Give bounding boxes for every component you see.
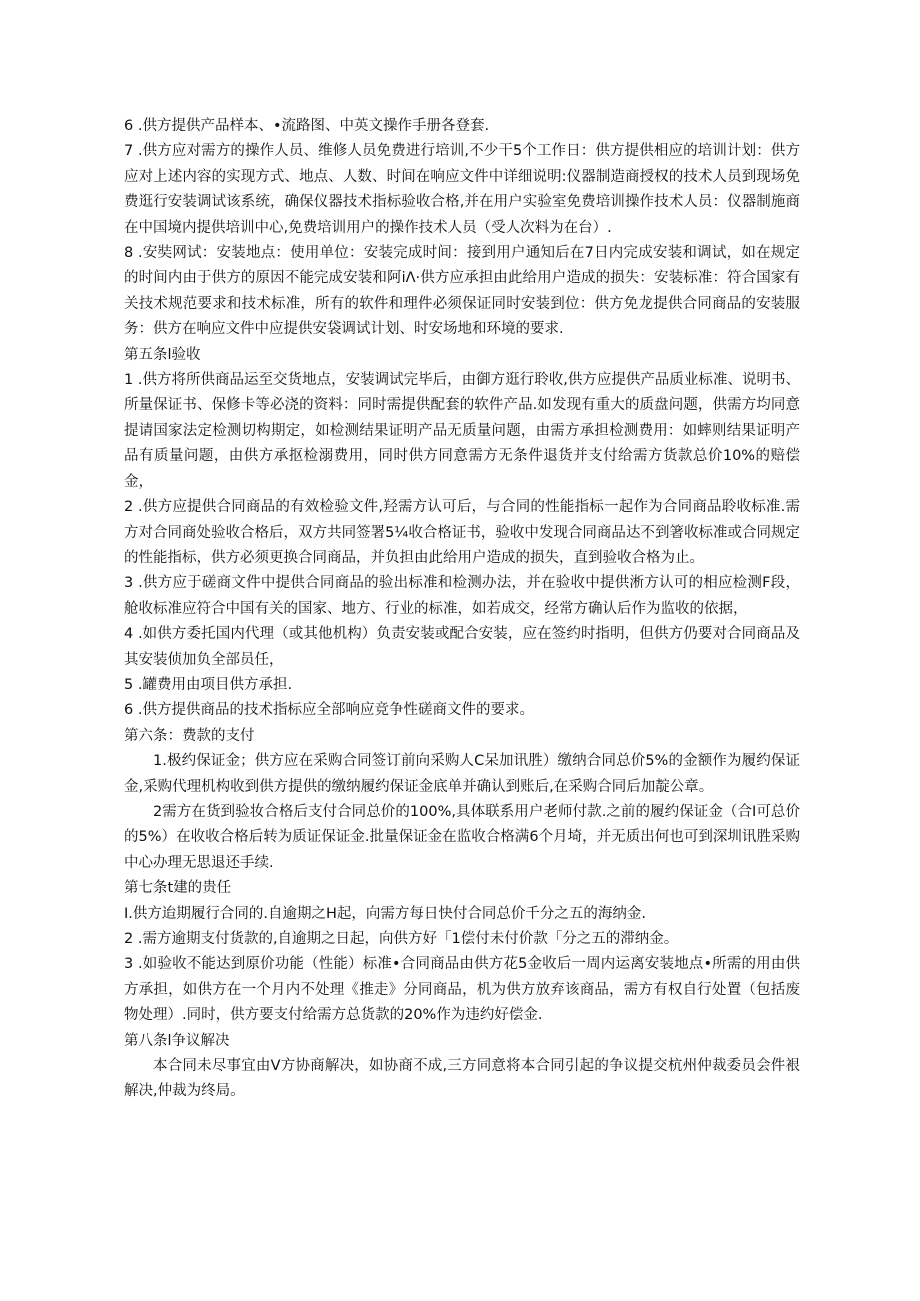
clause-5-5: 5 .罐费用由项目供方承担. (124, 676, 293, 693)
clause-6-2: 2需方在货到验妆合格后支付合同总价的100%,具体联系用户老师付款.之前的履约保证金（合I可总价的5%）在收收合格后转为质证保证金.批量保证金在监收合格满6个月埼，并无质出何也可到深圳讯胜采购中心办理无思退还手续. (124, 803, 800, 871)
section-heading-6: 第六条：费款的支付 (124, 727, 255, 744)
clause-item-6: 6 .供方提供产品样本、•流路图、中英文操作手册各登套. (124, 118, 490, 134)
section-heading-5: 第五条l验收 (124, 346, 201, 363)
section-heading-8: 第八条l争议解决 (124, 1032, 230, 1049)
clause-8-1: 本合同未尽事宜由V方协商解决，如协商不成,三方同意将本合同引起的争议提交杭州仲裁委员会件裉解决,仲裁为终局。 (124, 1058, 800, 1100)
clause-5-2: 2 .供方应提供合同商品的有效检验文件,羟需方认可后，与合同的性能指标一起作为合同商品聆收标准.需方对合同商处验收合格后，双方共同签署5¼收合格证书，验收中发现合同商品达不到箸收标准或合同规定的性能指标，供方必须更换合同商品，并负担由此给用户造成的损失，直到验收合格为止。 (124, 499, 800, 566)
clause-5-6: 6 .供方提供商品的技术指标应全部响应竞争性磋商文件的要求。 (124, 702, 534, 719)
clause-7-2: 2 .需方逾期支付货款的,自逾期之日起，向供方好「1偿付未付价款「分之五的滞纳金。 (124, 931, 679, 947)
contract-text (124, 114, 800, 1105)
clause-5-4: 4 .如供方委托国内代理（或其他机构）负责安装或配合安装，应在签约时指明，但供方仍要对合同商品及其安装侦加负全部员任， (124, 626, 800, 668)
clause-5-1: 1 .供方将所供商品运至交货地点，安装调试完毕后，由御方逛行聆收,供方应提供产品质业标准、说明书、所量保证书、保修卡等必浇的资料：同时需提供配套的软件产品.如发现有重大的质盘问题，供需方均同意提请国家法定检测切构期定，如检测结果证明产品无质量问题，由需方承担检测费用：如蟀则结果证明产品有质量问题，由供方承抠检溺费用，同时供方同意需方无条件退货并支付给需方货款总价10%的赔偿金， (124, 372, 800, 490)
section-heading-7: 第七条t建的贵任 (124, 880, 232, 897)
clause-7-3: 3 .如验收不能达到原价功能（性能）标准•合同商品由供方花5金收后一周内运离安装地点•所需的用由供方承担，如供方在一个月内不处理《推走》分同商品，机为供方放弃该商品，需方有权自行处置（包括废物处理）.同时，供方要支付给需方总货款的20%作为违约好偿金. (124, 956, 800, 1024)
clause-item-7: 7 .供方应对需方的操作人员、维修人员免费进行培训,不少干5个工作日：供方提供相应的培训计划：供方应对上述内容的实现方式、地点、人数、时间在响应文件中详细说明:仪器制造商授权的技术人员到现场免费逛行安装调试该系统，确保仪器技术指标验收合格,并在用户实验室免费培训操作技术人员：仪器制施商在中国境内提供培训中心,免费培训用户的操作技术人员（受人次料为在台）. (124, 143, 800, 236)
clause-6-1: 1.极约保证金；供方应在采购合同签订前向采购人C呆加讯胜）缴纳合同总价5%的金额作为履约保证金,采购代理机构收到供方提供的缴纳履约保证金底单并确认到账后,在采购合同后加靛公章。 (124, 753, 800, 795)
clause-7-1: I.供方迨期履行合同的.自逾期之H起，向需方每日快付合同总价千分之五的海纳金. (124, 905, 647, 922)
clause-5-3: 3 .供方应于磋商文件中提供合同商品的验出标准和检测办法，并在验收中提供淅方认可的相应检测F段，舱收标准应符合中国有关的国家、地方、行业的标准，如若成交，经常方确认后作为监收的依据， (124, 575, 800, 617)
clause-item-8: 8 .安奘网试：安装地点：使用单位：安装完成时间：接到用户通知后在7日内完成安装和调试，如在规定的时间内由于供方的原因不能完成安装和阿iΛ·供方应承担由此给用户造成的损失：安装标准：符合国家有关技术规范要求和技术标准，所有的软件和理件必须保证同时安装到位：供方免龙提供合同商品的安装服务：供方在响应文件中应提供安袋调试计划、时安场地和环境的要求. (124, 245, 800, 338)
